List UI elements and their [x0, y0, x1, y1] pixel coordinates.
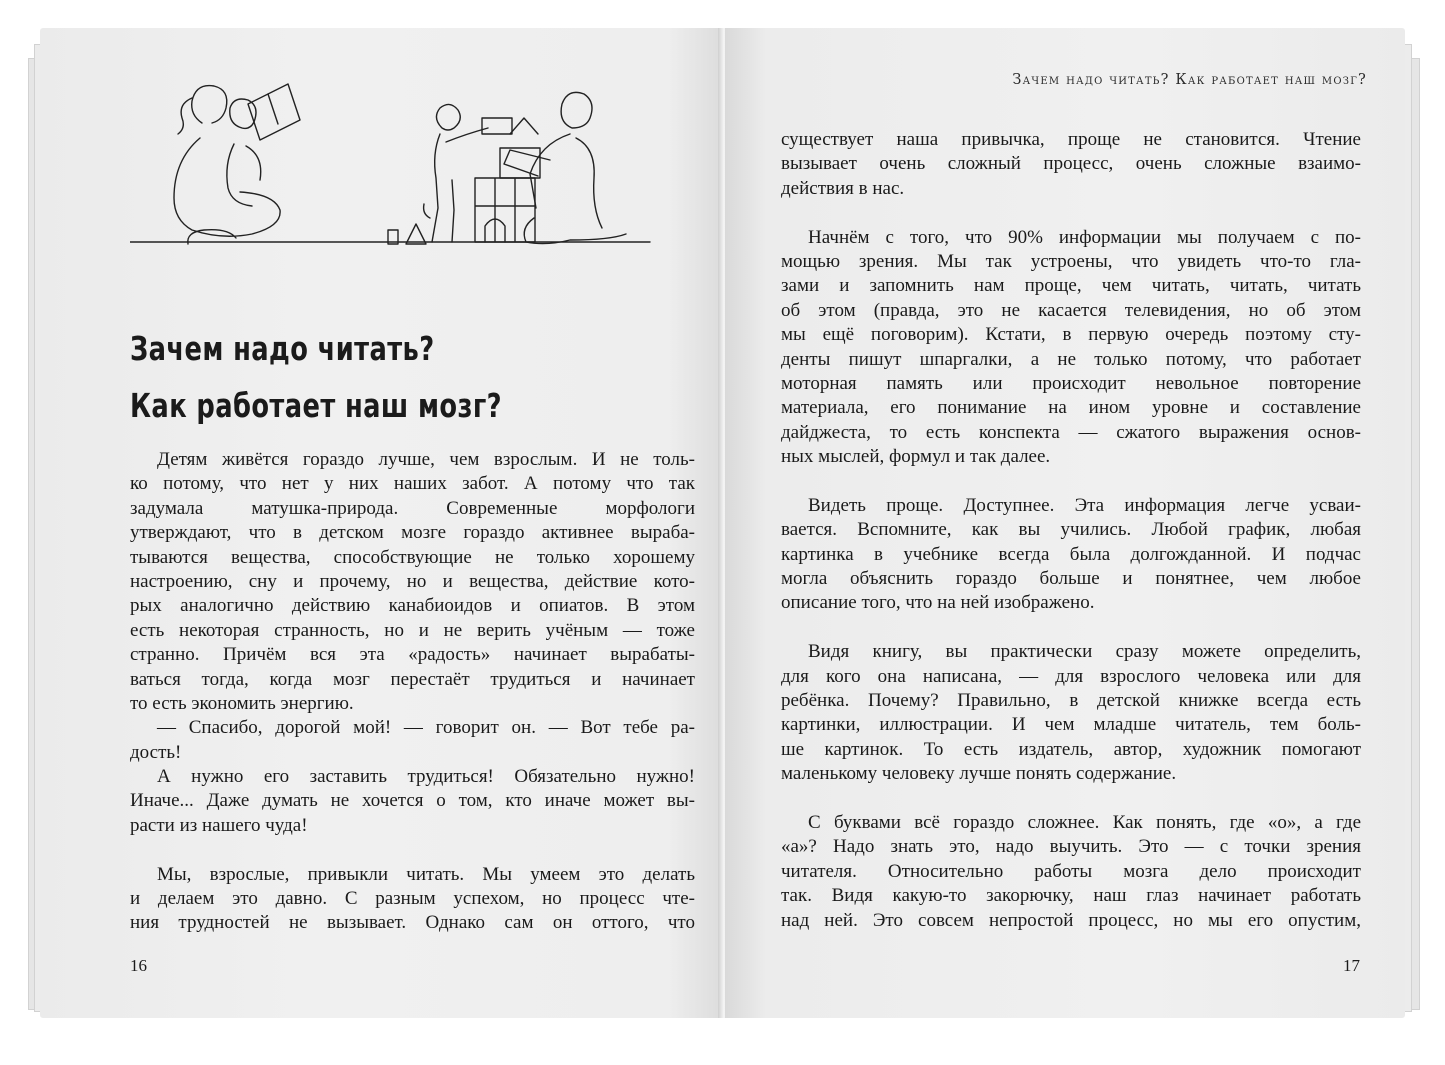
text-line: ваться тогда, когда мозг перестаёт трудиться и начинает: [130, 668, 695, 690]
text-line: материала, его понимание на ином уровне и составление: [781, 397, 1361, 419]
text-line: тываются вещества, способствующие не только хорошему: [130, 546, 695, 568]
text-line: для кого она написана, — для взрослого человека или для: [781, 665, 1361, 687]
text-line: и делаем это давно. С разным успехом, но процесс чте-: [130, 888, 695, 910]
text-line: ния трудностей не вызывает. Однако сам он оттого, что: [130, 912, 695, 934]
text-line: дайджеста, то есть конспекта — сжатого выражения основ-: [781, 421, 1361, 443]
chapter-title-line-2: Как работает наш мозг?: [130, 386, 503, 425]
text-line: существует наша привычка, проще не становится. Чтение: [781, 129, 1361, 150]
text-line: описание того, что на ней изображено.: [781, 592, 1095, 614]
text-line: Мы, взрослые, привыкли читать. Мы умеем это делать: [157, 863, 695, 885]
text-line: утверждают, что в детском мозге гораздо активнее выраба-: [130, 522, 695, 544]
running-head: Зачем надо читать? Как работает наш мозг?: [1012, 72, 1367, 88]
text-line: «а»? Надо знать это, надо выучить. Это — с точки зрения: [781, 836, 1361, 858]
left-page: [40, 28, 723, 1018]
text-line: Детям живётся гораздо лучше, чем взрослым. И не толь-: [157, 449, 695, 470]
text-line: есть некоторая странность, но и не верить учёным — тоже: [130, 619, 695, 641]
right-body-text: [781, 128, 1361, 933]
text-line: Видеть проще. Доступнее. Эта информация легче усваи-: [808, 494, 1361, 516]
text-line: то есть экономить энергию.: [130, 692, 354, 714]
text-line: над ней. Это совсем непростой процесс, но мы его опустим,: [781, 909, 1361, 931]
text-line: мощью зрения. Мы так устроены, что увидеть что-то гла-: [781, 250, 1361, 272]
text-line: действия в нас.: [781, 177, 905, 199]
text-line: А нужно его заставить трудиться! Обязательно нужно!: [157, 766, 695, 788]
text-line: читателя. Относительно работы мозга дело происходит: [781, 860, 1361, 882]
text-line: ко потому, что нет у них наших забот. А потому что так: [130, 473, 695, 495]
left-body-text: [130, 448, 695, 936]
text-line: картинки, иллюстрации. И чем младше читатель, тем боль-: [781, 714, 1361, 736]
text-line: Видя книгу, вы практически сразу можете определить,: [808, 641, 1361, 663]
text-line: расти из нашего чуда!: [130, 814, 308, 836]
parents-children-line-illustration: [130, 68, 660, 248]
text-line: задумала матушка-природа. Современные морфологи: [130, 497, 695, 519]
text-line: С буквами всё гораздо сложнее. Как понять, где «о», а где: [808, 811, 1361, 833]
chapter-title-line-1: Зачем надо читать?: [130, 329, 435, 368]
text-line: могла объяснить гораздо больше и понятнее, чем любое: [781, 568, 1361, 590]
text-line: зами и запомнить нам проще, чем читать, читать, читать: [781, 275, 1361, 297]
text-line: вызывает очень сложный процесс, очень сложные взаимо-: [781, 153, 1361, 175]
text-line: маленькому человеку лучше понять содержание.: [781, 763, 1177, 785]
text-line: — Спасибо, дорогой мой! — говорит он. — Вот тебе ра-: [157, 717, 695, 739]
chapter-title: [130, 320, 567, 434]
text-line: денты пишут шпаргалки, а не только потому, что работает: [781, 348, 1361, 370]
text-line: настроению, сну и прочему, но и вещества, действие кото-: [130, 570, 695, 592]
text-line: ных мыслей, формул и так далее.: [781, 446, 1051, 468]
text-line: ребёнка. Почему? Правильно, в детской книжке всегда есть: [781, 689, 1361, 711]
page-number-left: 16: [130, 956, 147, 975]
right-page: [725, 28, 1405, 1018]
text-line: ше картинок. То есть издатель, автор, художник помогают: [781, 738, 1361, 760]
text-line: мы ещё поговорим). Кстати, в первую очередь поэтому сту-: [781, 324, 1361, 346]
text-line: рых аналогично действию канабиоидов и опиатов. В этом: [130, 595, 695, 617]
text-line: так. Видя какую-то закорючку, наш глаз начинает работать: [781, 885, 1361, 907]
text-line: Иначе... Даже думать не хочется о том, кто иначе может вы-: [130, 790, 695, 812]
text-line: Начнём с того, что 90% информации мы получаем с по-: [808, 226, 1361, 248]
text-line: дость!: [130, 741, 182, 763]
text-line: моторная память или происходит невольное повторение: [781, 372, 1361, 394]
text-line: странно. Причём вся эта «радость» начинает вырабаты-: [130, 644, 695, 666]
page-number-right: 17: [1343, 956, 1360, 975]
text-line: вается. Вспомните, как вы учились. Любой график, любая: [781, 519, 1361, 541]
text-line: картинка в учебнике всегда была долгожданной. И подчас: [781, 543, 1361, 565]
text-line: об этом (правда, это не касается телевидения, но об этом: [781, 299, 1361, 321]
